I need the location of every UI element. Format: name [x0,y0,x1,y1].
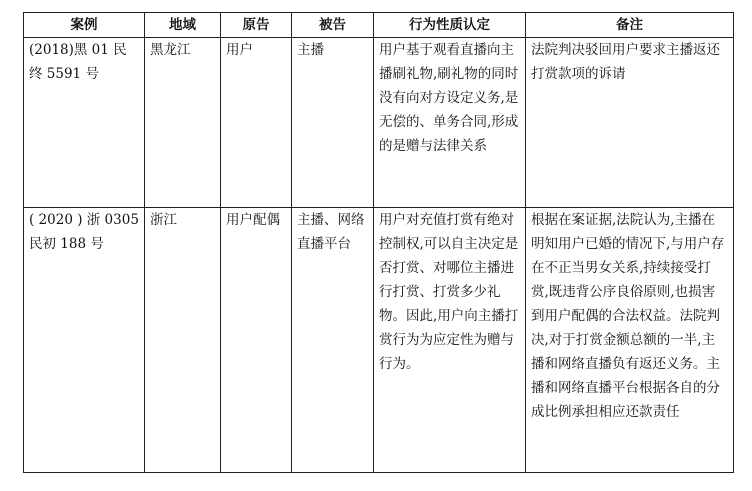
header-nature: 行为性质认定 [374,13,526,38]
cell-case: (2018)黑 01 民终 5591 号 [24,38,145,208]
cell-case: ( 2020 ) 浙 0305 民初 188 号 [24,208,145,473]
cell-remarks: 根据在案证据,法院认为,主播在明知用户已婚的情况下,与用户存在不正当男女关系,持续接受打赏,既违背公序良俗原则,也损害到用户配偶的合法权益。法院判决,对于打赏金额总额的一半,主播和网络直播负有返还义务。主播和网络直播平台根据各自的分成比例承担相应还款责任 [526,208,734,473]
cell-plaintiff: 用户配偶 [221,208,292,473]
cell-remarks: 法院判决驳回用户要求主播返还打赏款项的诉请 [526,38,734,208]
cell-region: 浙江 [145,208,221,473]
cell-nature: 用户基于观看直播向主播刷礼物,刷礼物的同时没有向对方设定义务,是无偿的、单务合同,形成的是赠与法律关系 [374,38,526,208]
cell-plaintiff: 用户 [221,38,292,208]
cell-defendant: 主播、网络直播平台 [292,208,374,473]
cell-defendant: 主播 [292,38,374,208]
header-defendant: 被告 [292,13,374,38]
cell-region: 黑龙江 [145,38,221,208]
header-case: 案例 [24,13,145,38]
table-header-row [24,13,734,38]
header-remarks: 备注 [526,13,734,38]
table-row [24,208,734,473]
table-row [24,38,734,208]
header-region: 地域 [145,13,221,38]
header-plaintiff: 原告 [221,13,292,38]
case-table [23,12,734,473]
cell-nature: 用户对充值打赏有绝对控制权,可以自主决定是否打赏、对哪位主播进行打赏、打赏多少礼物。因此,用户向主播打赏行为为应定性为赠与行为。 [374,208,526,473]
